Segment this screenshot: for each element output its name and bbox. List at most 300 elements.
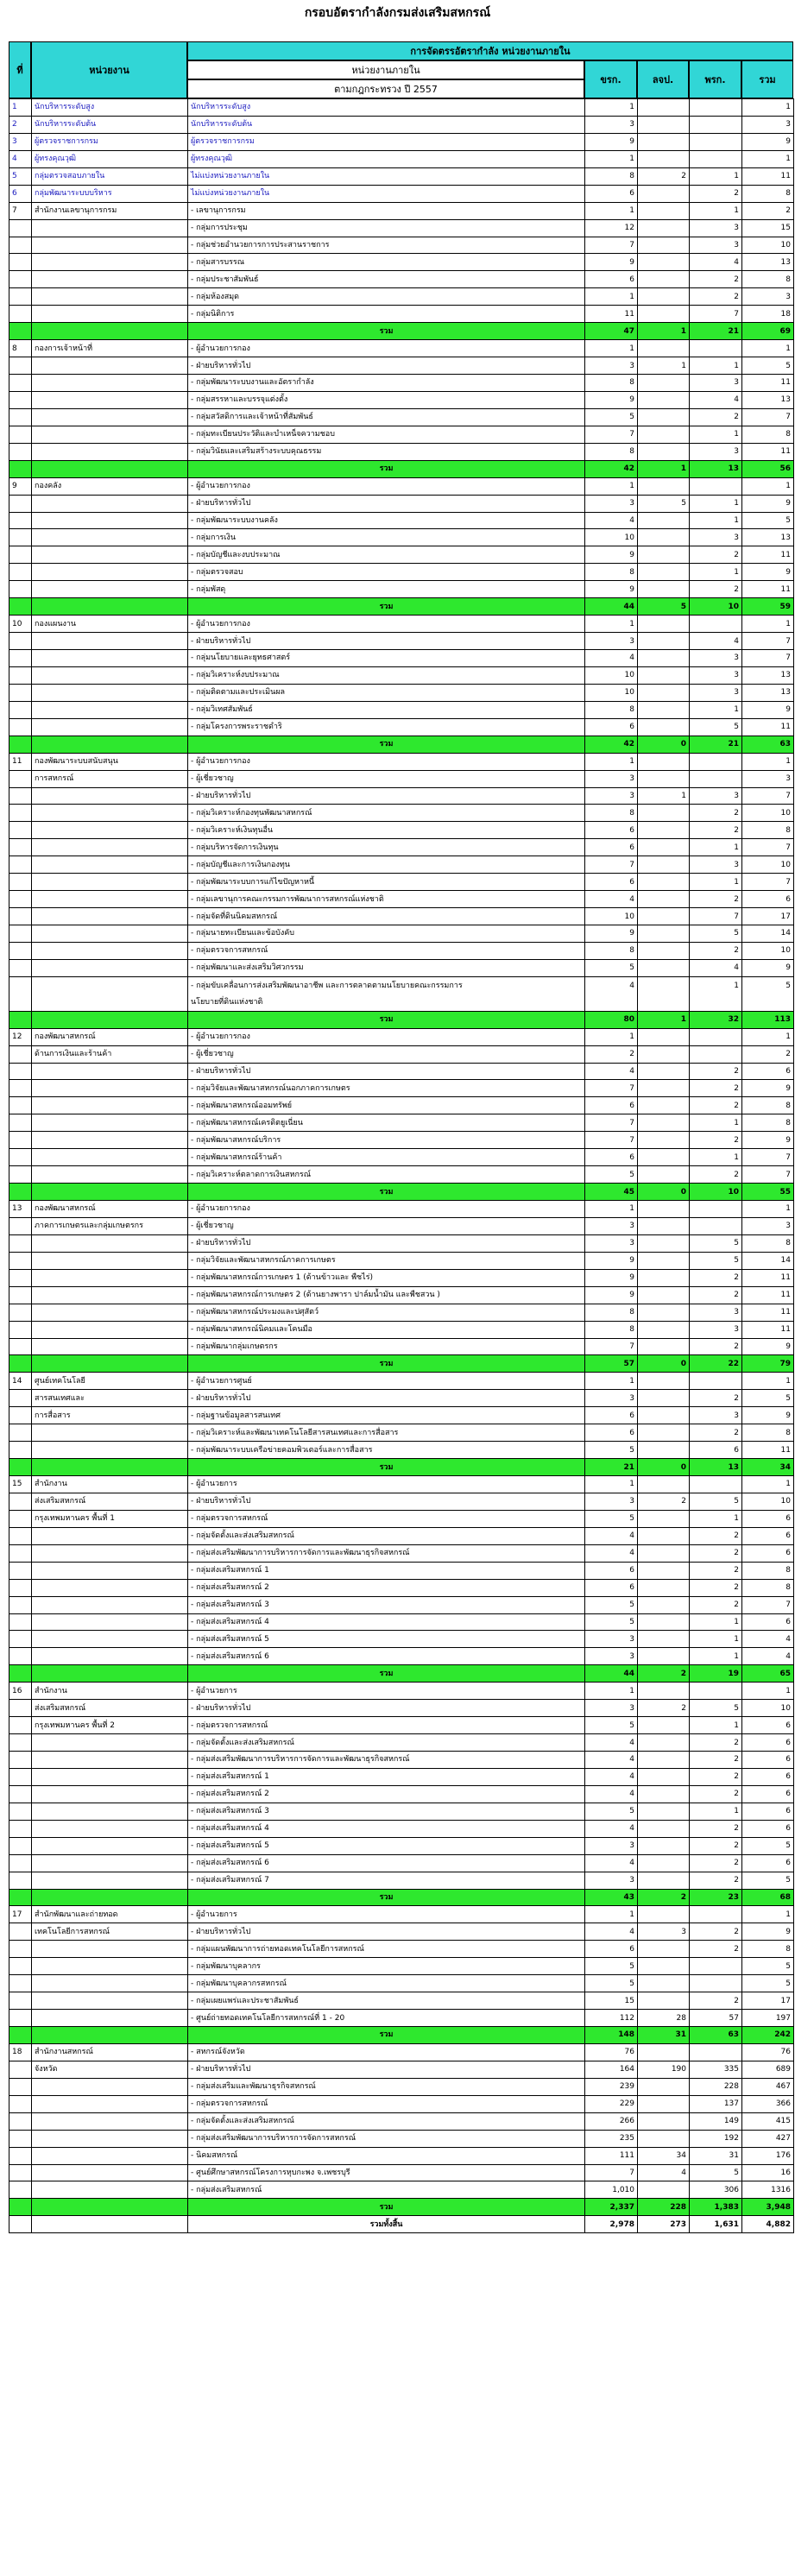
row-number-cell [9, 770, 32, 787]
gov-employee-count-cell [690, 1906, 742, 1923]
total-count-cell: 5 [742, 1837, 794, 1854]
gov-employee-count-cell [690, 99, 742, 117]
unit-name-cell: กองคลัง [32, 477, 188, 495]
civil-servant-count-cell: 7 [585, 1338, 638, 1355]
permanent-employee-count-cell [638, 150, 690, 167]
total-count-cell: 8 [742, 426, 794, 443]
total-count-cell: 7 [742, 650, 794, 667]
civil-servant-count-cell: 4 [585, 1527, 638, 1544]
subunit-name-cell: - กลุ่มส่งเสริมพัฒนาการบริหารการจัดการและพัฒนาธุรกิจสหกรณ์ [188, 1752, 585, 1769]
table-row [9, 1975, 794, 1992]
table-row [9, 891, 794, 908]
subunit-name-cell: - นิคมสหกรณ์ [188, 2147, 585, 2164]
permanent-employee-count-cell [638, 1837, 690, 1854]
row-number-cell [9, 1854, 32, 1872]
row-number-cell [9, 271, 32, 288]
permanent-employee-count-cell [638, 1683, 690, 1700]
row-number-cell: 8 [9, 340, 32, 357]
civil-servant-count-cell: 3 [585, 633, 638, 650]
total-count-cell: 1 [742, 477, 794, 495]
total-count-cell: 6 [742, 1613, 794, 1631]
permanent-employee-count-cell [638, 581, 690, 598]
civil-servant-count-cell: 3 [585, 1631, 638, 1648]
subunit-name-cell: - ฝ่ายบริหารทั่วไป [188, 357, 585, 375]
row-number-cell: 5 [9, 167, 32, 185]
unit-name-cell [32, 2147, 188, 2164]
permanent-employee-count-cell [638, 1442, 690, 1459]
table-row [9, 167, 794, 185]
table-row [9, 839, 794, 856]
gov-employee-count-cell: 5 [690, 718, 742, 736]
total-count-cell: 3,948 [742, 2199, 794, 2216]
total-count-cell: 3 [742, 1217, 794, 1234]
civil-servant-count-cell: 8 [585, 1304, 638, 1321]
permanent-employee-count-cell [638, 1217, 690, 1234]
table-row [9, 1820, 794, 1837]
total-count-cell: 9 [742, 1407, 794, 1424]
gov-employee-count-cell: 2 [690, 546, 742, 564]
subunit-name-cell: - กลุ่มจัดที่ดินนิคมสหกรณ์ [188, 908, 585, 925]
permanent-employee-count-cell: 5 [638, 598, 690, 616]
row-number-cell [9, 1407, 32, 1424]
table-row [9, 340, 794, 357]
permanent-employee-count-cell [638, 116, 690, 133]
table-row [9, 2147, 794, 2164]
table-row [9, 1785, 794, 1803]
unit-name-cell: กองพัฒนาระบบสนับสนุน [32, 753, 188, 770]
civil-servant-count-cell: 10 [585, 908, 638, 925]
permanent-employee-count-cell [638, 1941, 690, 1958]
total-count-cell: 197 [742, 2010, 794, 2027]
subunit-name-cell: - ผู้อำนวยการกอง [188, 616, 585, 633]
total-count-cell: 10 [742, 805, 794, 822]
row-number-cell [9, 1975, 32, 1992]
gov-employee-count-cell: 2 [690, 891, 742, 908]
subtotal-row [9, 2027, 794, 2044]
unit-name-cell: สำนักงานเลขานุการกรม [32, 202, 188, 219]
row-number-cell [9, 718, 32, 736]
total-count-cell: 65 [742, 1665, 794, 1683]
civil-servant-count-cell: 6 [585, 1941, 638, 1958]
gov-employee-count-cell [690, 116, 742, 133]
unit-name-cell [32, 598, 188, 616]
subunit-name-cell: - กลุ่มวินัยและเสริมสร้างระบบคุณธรรม [188, 443, 585, 460]
gov-employee-count-cell [690, 1217, 742, 1234]
civil-servant-count-cell: 1 [585, 1373, 638, 1390]
total-count-cell: 76 [742, 2043, 794, 2061]
gov-employee-count-cell: 2 [690, 1992, 742, 2010]
unit-name-cell [32, 908, 188, 925]
gov-employee-count-cell: 22 [690, 1355, 742, 1373]
gov-employee-count-cell: 2 [690, 1923, 742, 1941]
civil-servant-count-cell: 4 [585, 1768, 638, 1785]
permanent-employee-count-cell: 4 [638, 2164, 690, 2181]
table-row [9, 529, 794, 546]
permanent-employee-count-cell: 28 [638, 2010, 690, 2027]
gov-employee-count-cell: 2 [690, 1768, 742, 1785]
unit-name-cell [32, 718, 188, 736]
grand-total-row [9, 2216, 794, 2233]
civil-servant-count-cell: 7 [585, 426, 638, 443]
civil-servant-count-cell: 3 [585, 1390, 638, 1407]
row-number-cell [9, 408, 32, 426]
gov-employee-count-cell: 10 [690, 1184, 742, 1201]
gov-employee-count-cell: 2 [690, 1596, 742, 1613]
row-number-cell: 6 [9, 185, 32, 202]
total-count-cell: 8 [742, 1097, 794, 1114]
civil-servant-count-cell: 4 [585, 1734, 638, 1752]
subunit-name-cell: รวม [188, 460, 585, 477]
subunit-name-cell: ไม่แบ่งหน่วยงานภายใน [188, 185, 585, 202]
gov-employee-count-cell: 3 [690, 787, 742, 805]
table-row [9, 1149, 794, 1166]
civil-servant-count-cell: 5 [585, 1442, 638, 1459]
subunit-name-cell: - กลุ่มพัฒนาสหกรณ์การเกษตร 2 (ด้านยางพารา ปาล์มน้ำมัน และพืชสวน ) [188, 1286, 585, 1304]
table-row [9, 959, 794, 976]
gov-employee-count-cell: 2 [690, 1854, 742, 1872]
subunit-name-cell: - กลุ่มวิเคราะห์กองทุนพัฒนาสหกรณ์ [188, 805, 585, 822]
total-count-cell: 9 [742, 564, 794, 581]
total-count-cell: 11 [742, 546, 794, 564]
subunit-name-cell: - ฝ่ายบริหารทั่วไป [188, 787, 585, 805]
row-number-cell [9, 1700, 32, 1717]
total-count-cell: 13 [742, 391, 794, 408]
subunit-name-cell: - กลุ่มพัฒนาสหกรณ์ออมทรัพย์ [188, 1097, 585, 1114]
subunit-name-cell: - กลุ่มพัฒนาระบบเครือข่ายคอมพิวเตอร์และการสื่อสาร [188, 1442, 585, 1459]
table-row [9, 185, 794, 202]
row-number-cell [9, 1234, 32, 1252]
subunit-name-cell: รวมทั้งสิ้น [188, 2216, 585, 2233]
table-row [9, 1803, 794, 1820]
unit-name-cell [32, 529, 188, 546]
table-row [9, 1854, 794, 1872]
total-count-cell: 6 [742, 1063, 794, 1080]
unit-name-cell: การสหกรณ์ [32, 770, 188, 787]
gov-employee-count-cell: 1 [690, 1631, 742, 1648]
total-count-cell: 8 [742, 1562, 794, 1579]
subunit-name-cell: - กลุ่มวิเทศสัมพันธ์ [188, 701, 585, 718]
gov-employee-count-cell: 137 [690, 2095, 742, 2112]
table-row [9, 1493, 794, 1510]
table-row [9, 1717, 794, 1734]
gov-employee-count-cell: 1 [690, 1803, 742, 1820]
civil-servant-count-cell: 1 [585, 1201, 638, 1218]
table-row [9, 787, 794, 805]
table-row [9, 856, 794, 874]
unit-name-cell [32, 1579, 188, 1596]
civil-servant-count-cell: 7 [585, 2164, 638, 2181]
total-count-cell: 1 [742, 150, 794, 167]
subtotal-row [9, 323, 794, 340]
gov-employee-count-cell: 2 [690, 288, 742, 306]
row-number-cell [9, 1338, 32, 1355]
subunit-name-cell: - กลุ่มนายทะเบียนและข้อบังคับ [188, 925, 585, 943]
total-count-cell: 8 [742, 185, 794, 202]
gov-employee-count-cell: 2 [690, 1166, 742, 1184]
permanent-employee-count-cell [638, 753, 690, 770]
subunit-name-cell: - กลุ่มส่งเสริมพัฒนาการบริหารการจัดการสหกรณ์ [188, 2130, 585, 2147]
gov-employee-count-cell: 1 [690, 426, 742, 443]
subunit-name-cell: - กลุ่มตรวจการสหกรณ์ [188, 942, 585, 959]
unit-name-cell [32, 1097, 188, 1114]
permanent-employee-count-cell: 2 [638, 1700, 690, 1717]
table-row [9, 1613, 794, 1631]
row-number-cell [9, 323, 32, 340]
permanent-employee-count-cell [638, 1338, 690, 1355]
unit-name-cell: ภาคการเกษตรและกลุ่มเกษตรกร [32, 1217, 188, 1234]
total-count-cell: 11 [742, 1442, 794, 1459]
civil-servant-count-cell: 5 [585, 1975, 638, 1992]
row-number-cell [9, 839, 32, 856]
civil-servant-count-cell: 8 [585, 443, 638, 460]
unit-name-cell [32, 2027, 188, 2044]
subtotal-row [9, 736, 794, 753]
total-count-cell: 1 [742, 1028, 794, 1045]
subunit-name-cell: - กลุ่มพัฒนากลุ่มเกษตรกร [188, 1338, 585, 1355]
gov-employee-count-cell [690, 616, 742, 633]
total-count-cell: 79 [742, 1355, 794, 1373]
subunit-name-cell: - กลุ่มจัดตั้งและส่งเสริมสหกรณ์ [188, 2112, 585, 2130]
subunit-name-cell: - กลุ่มส่งเสริมสหกรณ์ 3 [188, 1803, 585, 1820]
total-count-cell: 10 [742, 856, 794, 874]
permanent-employee-count-cell [638, 529, 690, 546]
total-count-cell: 7 [742, 874, 794, 891]
table-row [9, 650, 794, 667]
row-number-cell [9, 1820, 32, 1837]
row-number-cell [9, 546, 32, 564]
gov-employee-count-cell: 1 [690, 202, 742, 219]
row-number-cell [9, 2130, 32, 2147]
gov-employee-count-cell: 2 [690, 1390, 742, 1407]
table-row [9, 942, 794, 959]
table-row [9, 357, 794, 375]
row-number-cell [9, 805, 32, 822]
civil-servant-count-cell: 6 [585, 1407, 638, 1424]
permanent-employee-count-cell [638, 770, 690, 787]
permanent-employee-count-cell [638, 2181, 690, 2199]
permanent-employee-count-cell [638, 1854, 690, 1872]
civil-servant-count-cell: 7 [585, 1080, 638, 1097]
gov-employee-count-cell: 192 [690, 2130, 742, 2147]
gov-employee-count-cell: 2 [690, 805, 742, 822]
subunit-name-cell: - ผู้อำนวยการกอง [188, 1028, 585, 1045]
table-row [9, 1097, 794, 1114]
unit-name-cell [32, 237, 188, 254]
row-number-cell [9, 460, 32, 477]
civil-servant-count-cell: 9 [585, 1252, 638, 1269]
unit-name-cell [32, 1975, 188, 1992]
subunit-name-cell: ไม่แบ่งหน่วยงานภายใน [188, 167, 585, 185]
unit-name-cell [32, 736, 188, 753]
table-row [9, 2130, 794, 2147]
gov-employee-count-cell: 5 [690, 1493, 742, 1510]
subunit-name-cell: - กลุ่มทะเบียนประวัติและบำเหน็จความชอบ [188, 426, 585, 443]
row-number-cell [9, 666, 32, 684]
row-number-cell [9, 1717, 32, 1734]
subunit-name-cell: - กลุ่มจัดตั้งและส่งเสริมสหกรณ์ [188, 1527, 585, 1544]
civil-servant-count-cell: 11 [585, 306, 638, 323]
permanent-employee-count-cell [638, 942, 690, 959]
gov-employee-count-cell: 2 [690, 1562, 742, 1579]
subunit-name-cell: - กลุ่มตรวจการสหกรณ์ [188, 1717, 585, 1734]
civil-servant-count-cell: 3 [585, 1648, 638, 1665]
gov-employee-count-cell: 2 [690, 1785, 742, 1803]
permanent-employee-count-cell [638, 874, 690, 891]
civil-servant-count-cell: 5 [585, 959, 638, 976]
total-count-cell: 11 [742, 443, 794, 460]
row-number-cell [9, 1390, 32, 1407]
row-number-cell [9, 529, 32, 546]
total-count-cell: 176 [742, 2147, 794, 2164]
row-number-cell [9, 2061, 32, 2078]
table-row [9, 1201, 794, 1218]
header-internal-unit: หน่วยงานภายใน [187, 60, 584, 79]
row-number-cell [9, 1132, 32, 1149]
civil-servant-count-cell: 9 [585, 133, 638, 150]
subunit-name-cell: - กลุ่มการเงิน [188, 529, 585, 546]
gov-employee-count-cell: 3 [690, 237, 742, 254]
unit-name-cell [32, 512, 188, 529]
subunit-name-cell: รวม [188, 1184, 585, 1201]
total-count-cell: 14 [742, 1252, 794, 1269]
subunit-name-cell: รวม [188, 1459, 585, 1476]
table-row [9, 1304, 794, 1321]
unit-name-cell [32, 357, 188, 375]
row-number-cell [9, 1286, 32, 1304]
subunit-name-cell: - ฝ่ายบริหารทั่วไป [188, 2061, 585, 2078]
gov-employee-count-cell: 2 [690, 1579, 742, 1596]
gov-employee-count-cell: 2 [690, 408, 742, 426]
row-number-cell [9, 2181, 32, 2199]
subunit-name-cell: - กลุ่มขับเคลื่อนการส่งเสริมพัฒนาอาชีพ และการตลาดตามนโยบายคณะกรรมการ [188, 976, 585, 994]
unit-name-cell [32, 822, 188, 839]
unit-name-cell: ส่งเสริมสหกรณ์ [32, 1700, 188, 1717]
subtotal-row [9, 1889, 794, 1906]
table-row [9, 874, 794, 891]
civil-servant-count-cell: 10 [585, 684, 638, 701]
gov-employee-count-cell: 3 [690, 529, 742, 546]
unit-name-cell [32, 375, 188, 392]
permanent-employee-count-cell [638, 1407, 690, 1424]
total-count-cell: 55 [742, 1184, 794, 1201]
total-count-cell: 14 [742, 925, 794, 943]
civil-servant-count-cell: 6 [585, 1149, 638, 1166]
permanent-employee-count-cell: 5 [638, 495, 690, 512]
civil-servant-count-cell: 7 [585, 1114, 638, 1132]
table-row [9, 1407, 794, 1424]
permanent-employee-count-cell: 190 [638, 2061, 690, 2078]
total-count-cell: 9 [742, 1923, 794, 1941]
row-number-cell [9, 2216, 32, 2233]
permanent-employee-count-cell [638, 288, 690, 306]
permanent-employee-count-cell [638, 1390, 690, 1407]
table-row [9, 477, 794, 495]
permanent-employee-count-cell [638, 1631, 690, 1648]
total-count-cell: 7 [742, 1149, 794, 1166]
civil-servant-count-cell: 1 [585, 616, 638, 633]
subtotal-row [9, 460, 794, 477]
unit-name-cell: นักบริหารระดับต้น [32, 116, 188, 133]
civil-servant-count-cell: 8 [585, 805, 638, 822]
gov-employee-count-cell: 21 [690, 323, 742, 340]
civil-servant-count-cell: 8 [585, 564, 638, 581]
total-count-cell: 18 [742, 306, 794, 323]
civil-servant-count-cell: 3 [585, 357, 638, 375]
subunit-name-cell: รวม [188, 1665, 585, 1683]
total-count-cell: 15 [742, 219, 794, 237]
unit-name-cell [32, 1820, 188, 1837]
table-row [9, 1390, 794, 1407]
row-number-cell [9, 426, 32, 443]
civil-servant-count-cell: 3 [585, 1493, 638, 1510]
civil-servant-count-cell: 1 [585, 99, 638, 117]
subunit-name-cell: - กลุ่มพัฒนาและส่งเสริมวิศวกรรม [188, 959, 585, 976]
subunit-name-cell: นักบริหารระดับสูง [188, 99, 585, 117]
subunit-name-cell: - กลุ่มส่งเสริมสหกรณ์ 2 [188, 1579, 585, 1596]
permanent-employee-count-cell [638, 839, 690, 856]
unit-name-cell [32, 391, 188, 408]
subunit-name-cell: - เลขานุการกรม [188, 202, 585, 219]
table-row [9, 616, 794, 633]
civil-servant-count-cell: 3 [585, 1234, 638, 1252]
table-row [9, 1596, 794, 1613]
table-row [9, 1114, 794, 1132]
table-row [9, 408, 794, 426]
subunit-name-cell: - กลุ่มวิเคราะห์ตลาดการเงินสหกรณ์ [188, 1166, 585, 1184]
unit-name-cell [32, 684, 188, 701]
civil-servant-count-cell: 10 [585, 666, 638, 684]
gov-employee-count-cell: 2 [690, 1269, 742, 1286]
gov-employee-count-cell [690, 1975, 742, 1992]
row-number-cell: 4 [9, 150, 32, 167]
row-number-cell [9, 1114, 32, 1132]
civil-servant-count-cell: 6 [585, 718, 638, 736]
table-row [9, 581, 794, 598]
civil-servant-count-cell: 2,978 [585, 2216, 638, 2233]
row-number-cell [9, 874, 32, 891]
permanent-employee-count-cell [638, 891, 690, 908]
table-row [9, 1269, 794, 1286]
table-row [9, 564, 794, 581]
row-number-cell [9, 1045, 32, 1063]
permanent-employee-count-cell [638, 391, 690, 408]
subunit-name-cell: - กลุ่มตรวจการสหกรณ์ [188, 2095, 585, 2112]
row-number-cell [9, 564, 32, 581]
civil-servant-count-cell: 47 [585, 323, 638, 340]
gov-employee-count-cell: 3 [690, 650, 742, 667]
unit-name-cell: ผู้ตรวจราชการกรม [32, 133, 188, 150]
table-row [9, 718, 794, 736]
permanent-employee-count-cell [638, 908, 690, 925]
total-count-cell: 1 [742, 1683, 794, 1700]
table-row [9, 391, 794, 408]
permanent-employee-count-cell: 273 [638, 2216, 690, 2233]
unit-name-cell [32, 271, 188, 288]
unit-name-cell [32, 1992, 188, 2010]
permanent-employee-count-cell [638, 202, 690, 219]
unit-name-cell [32, 1286, 188, 1304]
unit-name-cell: กรุงเทพมหานคร พื้นที่ 1 [32, 1510, 188, 1527]
total-count-cell: 7 [742, 839, 794, 856]
civil-servant-count-cell: 1 [585, 1683, 638, 1700]
subunit-name-cell: รวม [188, 2027, 585, 2044]
subunit-name-cell: - ฝ่ายบริหารทั่วไป [188, 1493, 585, 1510]
unit-name-cell [32, 1665, 188, 1683]
unit-name-cell [32, 1854, 188, 1872]
permanent-employee-count-cell: 1 [638, 357, 690, 375]
permanent-employee-count-cell [638, 1234, 690, 1252]
unit-name-cell [32, 1837, 188, 1854]
